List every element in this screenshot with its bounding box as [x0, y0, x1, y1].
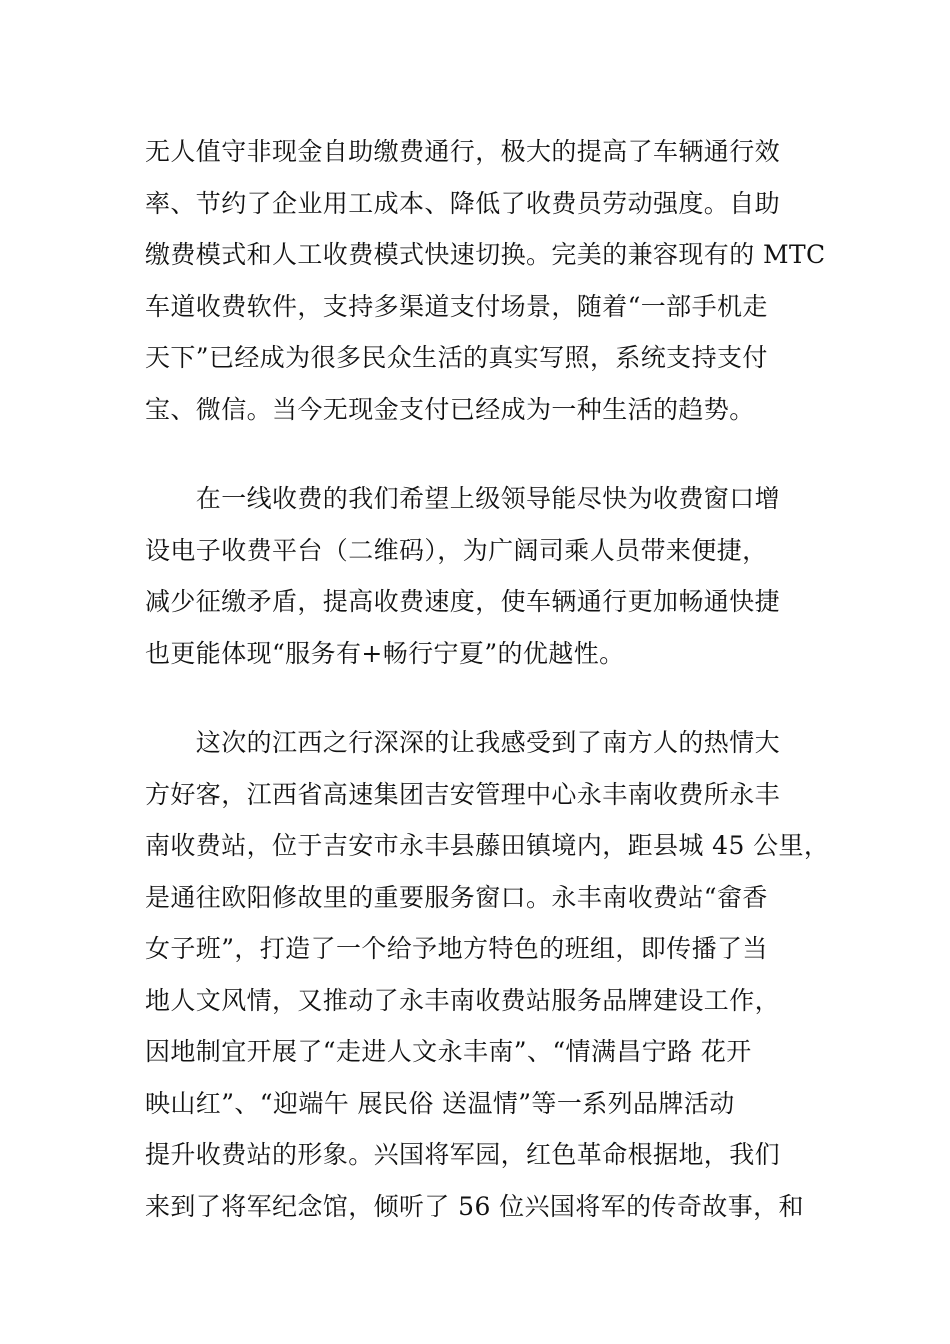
text-line: 设电子收费平台（二维码），为广阔司乘人员带来便捷， — [145, 535, 768, 565]
text-line: 天下”已经成为很多民众生活的真实写照，系统支持支付 — [145, 343, 768, 372]
text-line: 宝、微信。当今无现金支付已经成为一种生活的趋势。 — [145, 394, 755, 424]
text-line: 率、节约了企业用工成本、降低了收费员劳动强度。自助 — [145, 188, 781, 218]
text-line: 女子班”，打造了一个给予地方特色的班组，即传播了当 — [145, 934, 768, 963]
text-line: 是通往欧阳修故里的重要服务窗口。永丰南收费站“畲香 — [145, 882, 768, 912]
text-line: 也更能体现“服务有+畅行宁夏”的优越性。 — [145, 638, 625, 668]
text-line: 方好客，江西省高速集团吉安管理中心永丰南收费所永丰 — [145, 779, 781, 809]
text-line: 在一线收费的我们希望上级领导能尽快为收费窗口增 — [145, 484, 781, 513]
text-line: 缴费模式和人工收费模式快速切换。完美的兼容现有的 MTC — [145, 240, 826, 269]
text-line: 这次的江西之行深深的让我感受到了南方人的热情大 — [145, 728, 781, 757]
paragraph-2 — [145, 473, 815, 679]
text-line: 减少征缴矛盾，提高收费速度，使车辆通行更加畅通快捷 — [145, 587, 781, 616]
text-line: 无人值守非现金自助缴费通行，极大的提高了车辆通行效 — [145, 137, 781, 166]
text-line: 地人文风情，又推动了永丰南收费站服务品牌建设工作， — [145, 985, 781, 1015]
text-line: 车道收费软件，支持多渠道支付场景，随着“一部手机走 — [145, 291, 768, 321]
text-line: 南收费站，位于吉安市永丰县藤田镇境内，距县城 45 公里， — [145, 831, 830, 860]
text-line: 来到了将军纪念馆，倾听了 56 位兴国将军的传奇故事，和 — [145, 1191, 804, 1221]
text-line: 因地制宜开展了“走进人文永丰南”、“情满昌宁路 花开 — [145, 1037, 752, 1066]
text-line: 映山红”、“迎端午 展民俗 送温情”等一系列品牌活动 — [145, 1088, 735, 1118]
paragraph-3 — [145, 717, 830, 1232]
paragraph-1 — [145, 126, 826, 435]
text-line: 提升收费站的形象。兴国将军园，红色革命根据地，我们 — [145, 1140, 781, 1169]
